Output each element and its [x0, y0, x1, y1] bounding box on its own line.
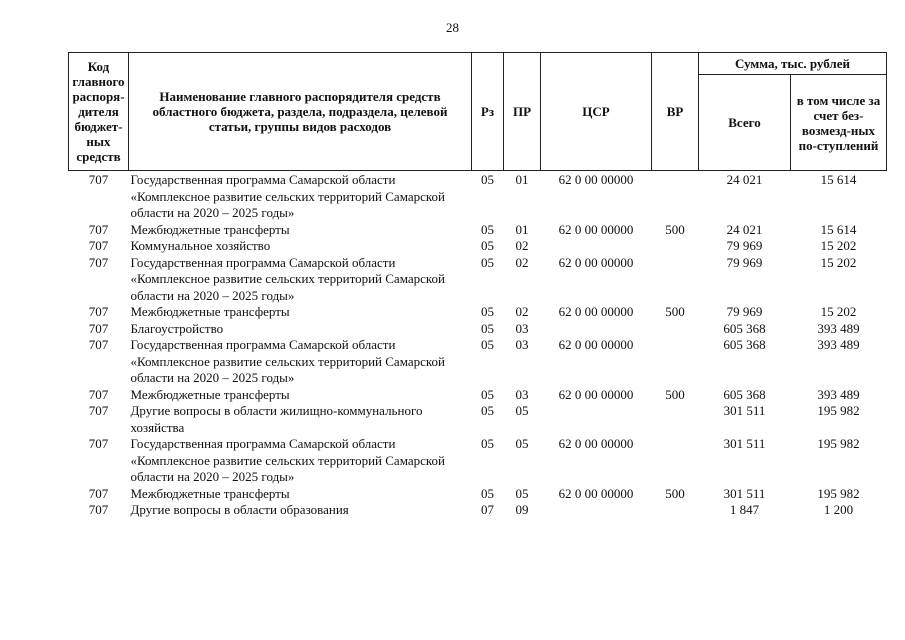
row-total: 301 511 — [723, 485, 766, 501]
row-total: 79 969 — [726, 254, 763, 270]
row-code: 707 — [88, 320, 109, 336]
row-code: 707 — [88, 403, 109, 418]
row-rz: 05 — [481, 320, 494, 336]
row-csr — [541, 403, 652, 436]
row-csr: 62 0 00 00000 — [558, 337, 634, 352]
row-name: Межбюджетные трансферты — [130, 304, 290, 319]
table-row — [69, 486, 887, 503]
row-code: 707 — [88, 485, 109, 501]
row-vr — [652, 436, 699, 486]
row-pr: 01 — [515, 172, 529, 187]
row-rz: 05 — [481, 337, 494, 352]
header-name: Наименование главного распорядителя средств областного бюджета, раздела, подраздела, целевой статьи, группы видов расходов — [129, 53, 472, 171]
row-pr: 03 — [515, 386, 529, 402]
header-gratuitous: в том числе за счет без-возмезд-ных по-ступлений — [791, 75, 887, 171]
row-total: 605 368 — [723, 320, 766, 336]
row-rz: 05 — [481, 304, 494, 319]
table-row — [69, 436, 887, 486]
row-csr — [541, 321, 652, 338]
row-csr: 62 0 00 00000 — [558, 172, 634, 187]
row-pr: 03 — [515, 337, 529, 352]
row-gratuitous: 393 489 — [817, 337, 860, 352]
table-row — [69, 222, 887, 239]
row-csr: 62 0 00 00000 — [558, 304, 634, 319]
row-pr: 05 — [515, 485, 529, 501]
table-row — [69, 255, 887, 305]
row-gratuitous: 15 202 — [820, 238, 857, 253]
row-pr: 01 — [515, 221, 529, 237]
row-pr: 02 — [515, 254, 529, 270]
row-name: Коммунальное хозяйство — [130, 238, 271, 253]
row-code: 707 — [88, 172, 109, 187]
row-name: Государственная программа Самарской области «Комплексное развитие сельских территорий Самарской области на 2020 – 2025 годы» — [130, 337, 445, 385]
row-rz: 05 — [481, 436, 494, 451]
row-vr — [652, 337, 699, 387]
row-code: 707 — [88, 436, 109, 451]
row-pr: 05 — [515, 403, 529, 418]
row-rz: 07 — [481, 502, 494, 517]
row-total: 301 511 — [723, 403, 766, 418]
page-number: 28 — [446, 20, 459, 35]
row-rz: 05 — [481, 386, 494, 402]
row-gratuitous: 15 202 — [820, 254, 857, 270]
row-vr — [652, 238, 699, 255]
row-total: 79 969 — [726, 304, 763, 319]
row-vr — [652, 321, 699, 338]
row-name: Межбюджетные трансферты — [130, 221, 290, 237]
table-row — [69, 502, 887, 519]
header-sum: Сумма, тыс. рублей — [699, 53, 887, 75]
table-header — [69, 53, 887, 171]
table-body — [69, 171, 887, 519]
row-code: 707 — [88, 254, 109, 270]
row-code: 707 — [88, 502, 109, 517]
row-vr: 500 — [665, 304, 685, 319]
row-rz: 05 — [481, 403, 494, 418]
row-vr — [652, 403, 699, 436]
row-name: Межбюджетные трансферты — [130, 386, 290, 402]
row-code: 707 — [88, 304, 109, 319]
row-code: 707 — [88, 221, 109, 237]
row-pr: 02 — [515, 304, 529, 319]
header-pr: ПР — [504, 53, 541, 171]
row-gratuitous: 15 202 — [820, 304, 857, 319]
row-csr: 62 0 00 00000 — [558, 485, 634, 501]
row-csr — [541, 502, 652, 519]
row-gratuitous: 15 614 — [820, 172, 857, 187]
row-vr: 500 — [665, 386, 685, 402]
budget-table — [68, 52, 887, 519]
row-code: 707 — [88, 238, 109, 253]
row-name: Государственная программа Самарской области «Комплексное развитие сельских территорий Самарской области на 2020 – 2025 годы» — [130, 172, 445, 220]
row-gratuitous: 393 489 — [817, 386, 860, 402]
row-gratuitous: 1 200 — [823, 502, 854, 517]
row-name: Другие вопросы в области образования — [130, 502, 349, 517]
header-code: Код главного распоря-дителя бюджет-ных средств — [69, 53, 129, 171]
row-total: 79 969 — [726, 238, 763, 253]
row-pr: 02 — [515, 238, 529, 253]
row-gratuitous: 195 982 — [817, 436, 860, 451]
row-rz: 05 — [481, 254, 494, 270]
table-row — [69, 337, 887, 387]
header-vr: ВР — [652, 53, 699, 171]
row-total: 605 368 — [723, 337, 766, 352]
row-csr: 62 0 00 00000 — [558, 436, 634, 451]
row-gratuitous: 15 614 — [820, 221, 857, 237]
row-pr: 05 — [515, 436, 529, 451]
row-name: Государственная программа Самарской области «Комплексное развитие сельских территорий Самарской области на 2020 – 2025 годы» — [130, 436, 445, 484]
row-total: 301 511 — [723, 436, 766, 451]
row-vr — [652, 255, 699, 305]
table-row — [69, 403, 887, 436]
row-csr: 62 0 00 00000 — [558, 221, 634, 237]
row-rz: 05 — [481, 221, 494, 237]
row-total: 24 021 — [726, 172, 763, 187]
row-csr: 62 0 00 00000 — [558, 386, 634, 402]
row-code: 707 — [88, 386, 109, 402]
header-csr: ЦСР — [541, 53, 652, 171]
row-vr: 500 — [665, 485, 685, 501]
row-vr — [652, 502, 699, 519]
row-pr: 03 — [515, 320, 529, 336]
table-row — [69, 304, 887, 321]
table-row — [69, 238, 887, 255]
row-csr: 62 0 00 00000 — [558, 254, 634, 270]
row-total: 605 368 — [723, 386, 766, 402]
row-name: Другие вопросы в области жилищно-коммунального хозяйства — [130, 403, 423, 435]
header-rz: Рз — [472, 53, 504, 171]
row-gratuitous: 195 982 — [817, 403, 860, 418]
row-total: 24 021 — [726, 221, 763, 237]
row-pr: 09 — [515, 502, 529, 517]
row-csr — [541, 238, 652, 255]
table-row — [69, 321, 887, 338]
row-gratuitous: 195 982 — [817, 485, 860, 501]
row-vr — [652, 171, 699, 222]
row-name: Межбюджетные трансферты — [130, 485, 290, 501]
row-code: 707 — [88, 337, 109, 352]
table-row — [69, 387, 887, 404]
row-name: Благоустройство — [130, 320, 224, 336]
table-row — [69, 171, 887, 222]
row-name: Государственная программа Самарской области «Комплексное развитие сельских территорий Самарской области на 2020 – 2025 годы» — [130, 254, 445, 303]
row-rz: 05 — [481, 485, 494, 501]
row-gratuitous: 393 489 — [817, 320, 860, 336]
row-total: 1 847 — [729, 502, 760, 517]
row-rz: 05 — [481, 172, 494, 187]
row-rz: 05 — [481, 238, 494, 253]
header-total: Всего — [699, 75, 791, 171]
row-vr: 500 — [665, 221, 685, 237]
